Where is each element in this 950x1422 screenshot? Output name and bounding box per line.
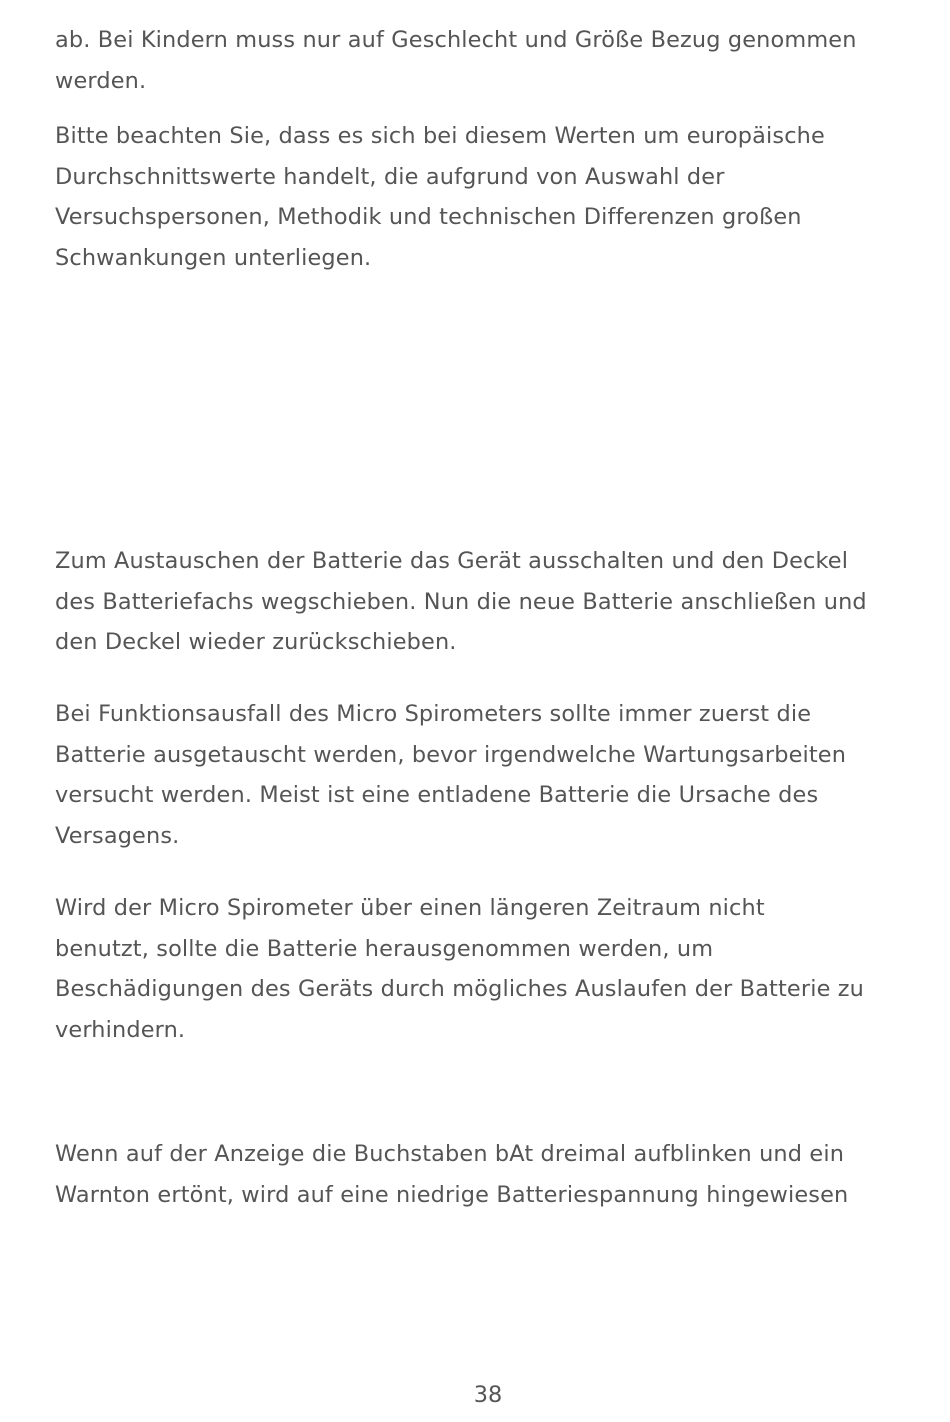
page-number: 38 [473,1382,503,1408]
paragraph-low-battery-warning: Wenn auf der Anzeige die Buchstaben bAt dreimal aufblinken und ein Warnton ertönt, wird auf eine niedrige Batteriespannung hingewiesen [55,1141,849,1208]
paragraph-children-reference: ab. Bei Kindern muss nur auf Geschlecht und Größe Bezug genommen werden. [55,27,857,94]
paragraph-battery-replacement: Zum Austauschen der Batterie das Gerät ausschalten und den Deckel des Batteriefachs wegschieben. Nun die neue Batterie anschließen und den Deckel wieder zurückschieben. [55,548,867,655]
paragraph-european-averages: Bitte beachten Sie, dass es sich bei diesem Werten um europäische Durchschnittswerte handelt, die aufgrund von Auswahl der Versuchspersonen, Methodik und technischen Differenzen großen Schwankungen unterliegen. [55,123,825,271]
paragraph-long-storage: Wird der Micro Spirometer über einen längeren Zeitraum nicht benutzt, sollte die Batterie herausgenommen werden, um Beschädigungen des Geräts durch mögliches Auslaufen der Batterie zu verhindern. [55,895,865,1043]
paragraph-malfunction: Bei Funktionsausfall des Micro Spirometers sollte immer zuerst die Batterie ausgetauscht werden, bevor irgendwelche Wartungsarbeiten versucht werden. Meist ist eine entladene Batterie die Ursache des Versagens. [55,701,847,849]
